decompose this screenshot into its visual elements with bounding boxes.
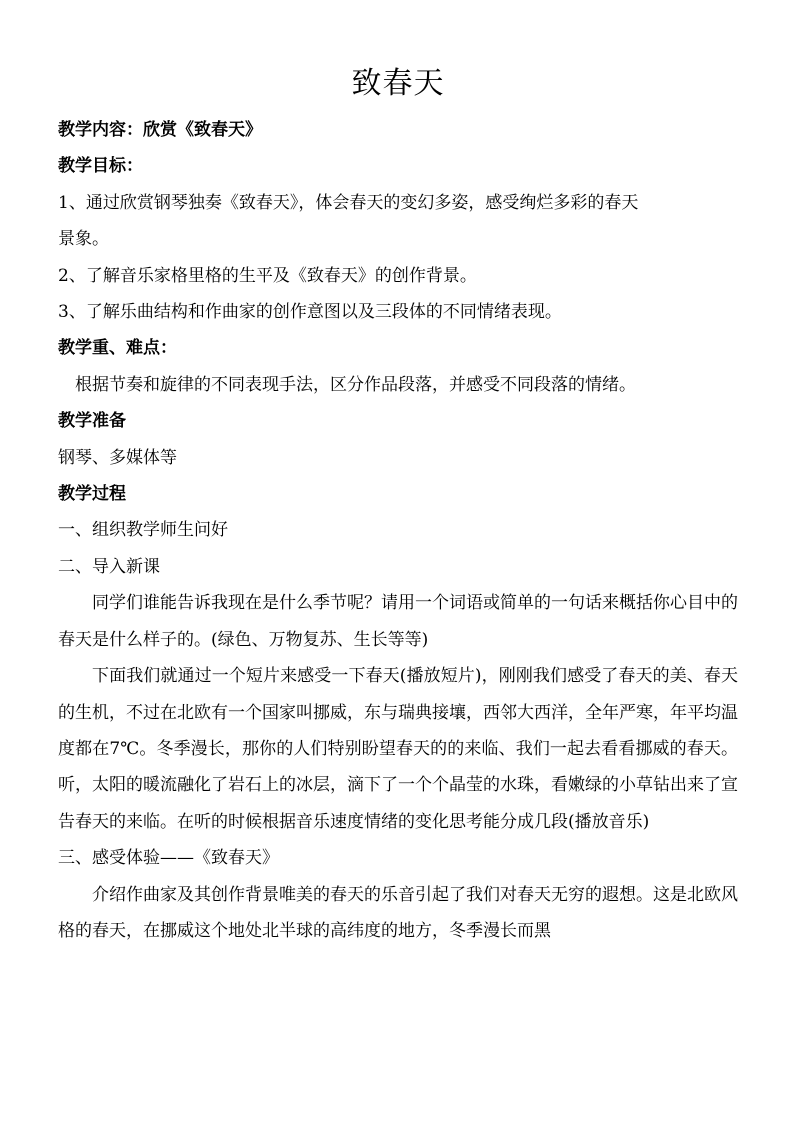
goal-1-line-a: 1、通过欣赏钢琴独奏《致春天》，体会春天的变幻多姿，感受绚烂多彩的春天 — [58, 192, 639, 213]
key-points-heading: 教学重、难点： — [58, 338, 177, 359]
prep-heading: 教学准备 — [58, 411, 126, 432]
goals-heading: 教学目标： — [58, 156, 143, 177]
goal-3: 3、了解乐曲结构和作曲家的创作意图以及三段体的不同情绪表现。 — [58, 302, 562, 323]
paragraph-2: 下面我们就通过一个短片来感受一下春天(播放短片)，刚刚我们感受了春天的美、春天的生机，不过在北欧有一个国家叫挪威，东与瑞典接壤，西邻大西洋，全年严寒，年平均温度都在7℃。冬季漫长，那你的人们特别盼望春天的的来临、我们一起去看看挪威的春天。听，太阳的暖流融化了岩石上的冰层，滴下了一个个晶莹的水珠，看嫩绿的小草钻出来了宣告春天的来临。在听的时候根据音乐速度情绪的变化思考能分成几段(播放音乐) — [58, 666, 738, 832]
document-title: 致春天 — [351, 66, 445, 101]
content-label: 教学内容：欣赏《致春天》 — [58, 120, 262, 140]
key-points-text: 根据节奏和旋律的不同表现手法，区分作品段落，并感受不同段落的情绪。 — [75, 374, 636, 395]
paragraph-3: 介绍作曲家及其创作背景唯美的春天的乐音引起了我们对春天无穷的遐想。这是北欧风格的春天，在挪威这个地处北半球的高纬度的地方，冬季漫长而黑 — [58, 884, 738, 941]
step-3: 三、感受体验——《致春天》 — [58, 848, 279, 869]
goal-2: 2、了解音乐家格里格的生平及《致春天》的创作背景。 — [58, 265, 477, 286]
goal-1-line-b: 景象。 — [58, 229, 109, 250]
paragraph-1: 同学们谁能告诉我现在是什么季节呢？请用一个词语或简单的一句话来概括你心目中的春天是什么样子的。(绿色、万物复苏、生长等等) — [58, 593, 738, 650]
prep-text: 钢琴、多媒体等 — [58, 447, 177, 468]
process-heading: 教学过程 — [58, 484, 126, 505]
step-2: 二、导入新课 — [58, 556, 160, 577]
step-1: 一、组织教学师生问好 — [58, 520, 228, 541]
